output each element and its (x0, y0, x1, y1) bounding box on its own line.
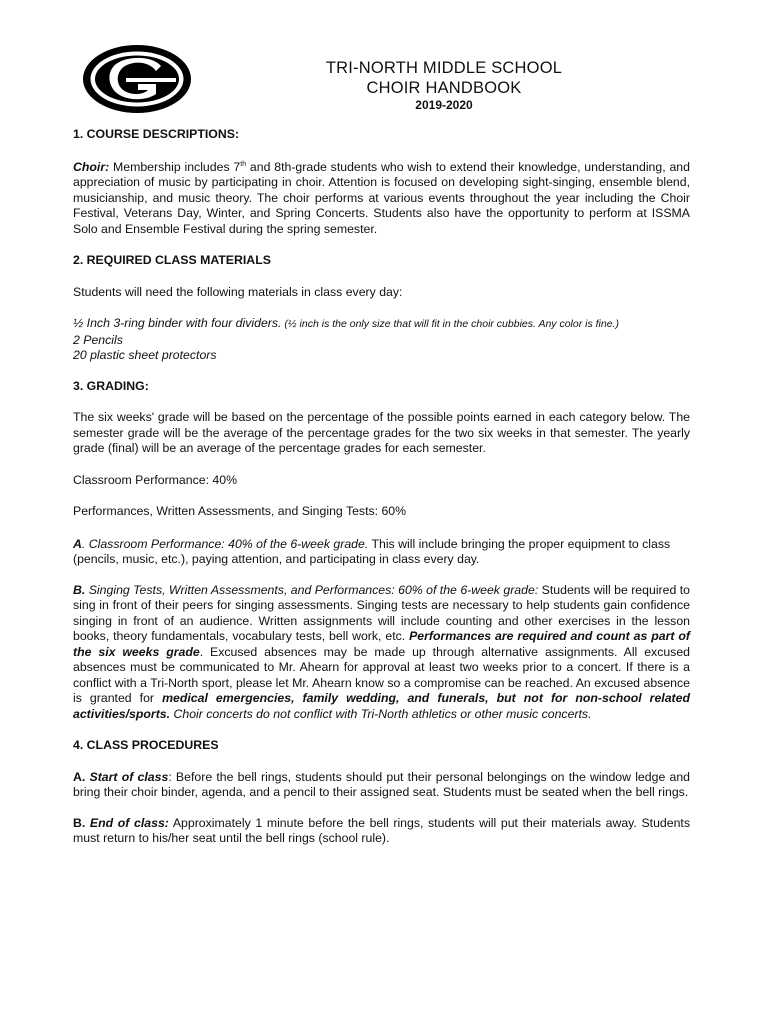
school-logo (80, 42, 194, 116)
list-item: 2 Pencils (73, 332, 123, 347)
document-body (73, 127, 690, 847)
school-year: 2019-2020 (415, 98, 473, 112)
grading-item-a: A. Classroom Performance: 40% of the 6-week grade. This will include bringing the proper equipment to class (pencils, music, etc.), paying attention, and participating in class every day. (73, 536, 671, 566)
choir-label: Choir: (73, 159, 110, 174)
grading-paragraph: The six weeks' grade will be based on the percentage of the possible points earned in each category below. The semester grade will be the average of the percentage grades for the two six weeks in that semester. The yearly grade (final) will be an average of the percentage grades for each semester. (73, 410, 690, 455)
list-item: ½ Inch 3-ring binder with four dividers. (½ inch is the only size that will fit in the choir cubbies. Any color is fine.) (73, 316, 619, 330)
grading-weight-classroom: Classroom Performance: 40% (73, 472, 238, 487)
section-heading-procedures: 4. CLASS PROCEDURES (73, 738, 219, 752)
materials-list (73, 316, 690, 364)
document-header (274, 58, 614, 113)
grading-weight-performances: Performances, Written Assessments, and Singing Tests: 60% (73, 504, 407, 518)
section-heading-grading: 3. GRADING: (73, 378, 149, 393)
list-item: 20 plastic sheet protectors (73, 348, 217, 362)
handbook-title: CHOIR HANDBOOK (366, 79, 522, 97)
procedure-end-of-class: B. End of class: Approximately 1 minute before the bell rings, students will put their materials away. Students must return to his/her seat until the bell rings (school rule). (73, 815, 690, 845)
procedure-start-of-class: A. Start of class: Before the bell rings, students should put their personal belongings on the window ledge and bring their choir binder, agenda, and a pencil to their assigned seat. Students must be seated when the bell rings. (73, 769, 690, 799)
school-name: TRI-NORTH MIDDLE SCHOOL (325, 59, 563, 77)
section-heading-materials: 2. REQUIRED CLASS MATERIALS (73, 253, 271, 267)
materials-intro: Students will need the following materials in class every day: (73, 284, 403, 299)
grading-item-b: B. Singing Tests, Written Assessments, and Performances: 60% of the 6-week grade: Students will be required to sing in front of their peers for singing assessments. Singing tests are necessary to help students gain confidence singing in front of an audience. Written assignments will include counting and other exercises in the lesson books, theory fundamentals, vocabulary tests, bell work, etc. Performances are required and count as part of the six weeks grade. Excused absences may be made up through alternative assignments. All excused absences must be communicated to Mr. Ahearn for approval at least two weeks prior to a concert. If there is a conflict with a Tri-North sport, please let Mr. Ahearn know so a compromise can be reached. An excused absence is granted for medical emergencies, family wedding, and funerals, but not for non-school related activities/sports. Choir concerts do not conflict with Tri-North athletics or other music concerts. (73, 582, 691, 721)
choir-description: Choir: Membership includes 7th and 8th-grade students who wish to extend their knowledge, understanding, and appreciation of music by participating in choir. Attention is focused on developing sight-singing, ensemble blend, musicianship, and music theory. The choir performs at various events throughout the year including the Choir Festival, Veterans Day, Winter, and Spring Concerts. Students also have the opportunity to perform at ISSMA Solo and Ensemble Festival during the spring semester. (73, 159, 690, 236)
section-heading-course: 1. COURSE DESCRIPTIONS: (73, 127, 240, 141)
